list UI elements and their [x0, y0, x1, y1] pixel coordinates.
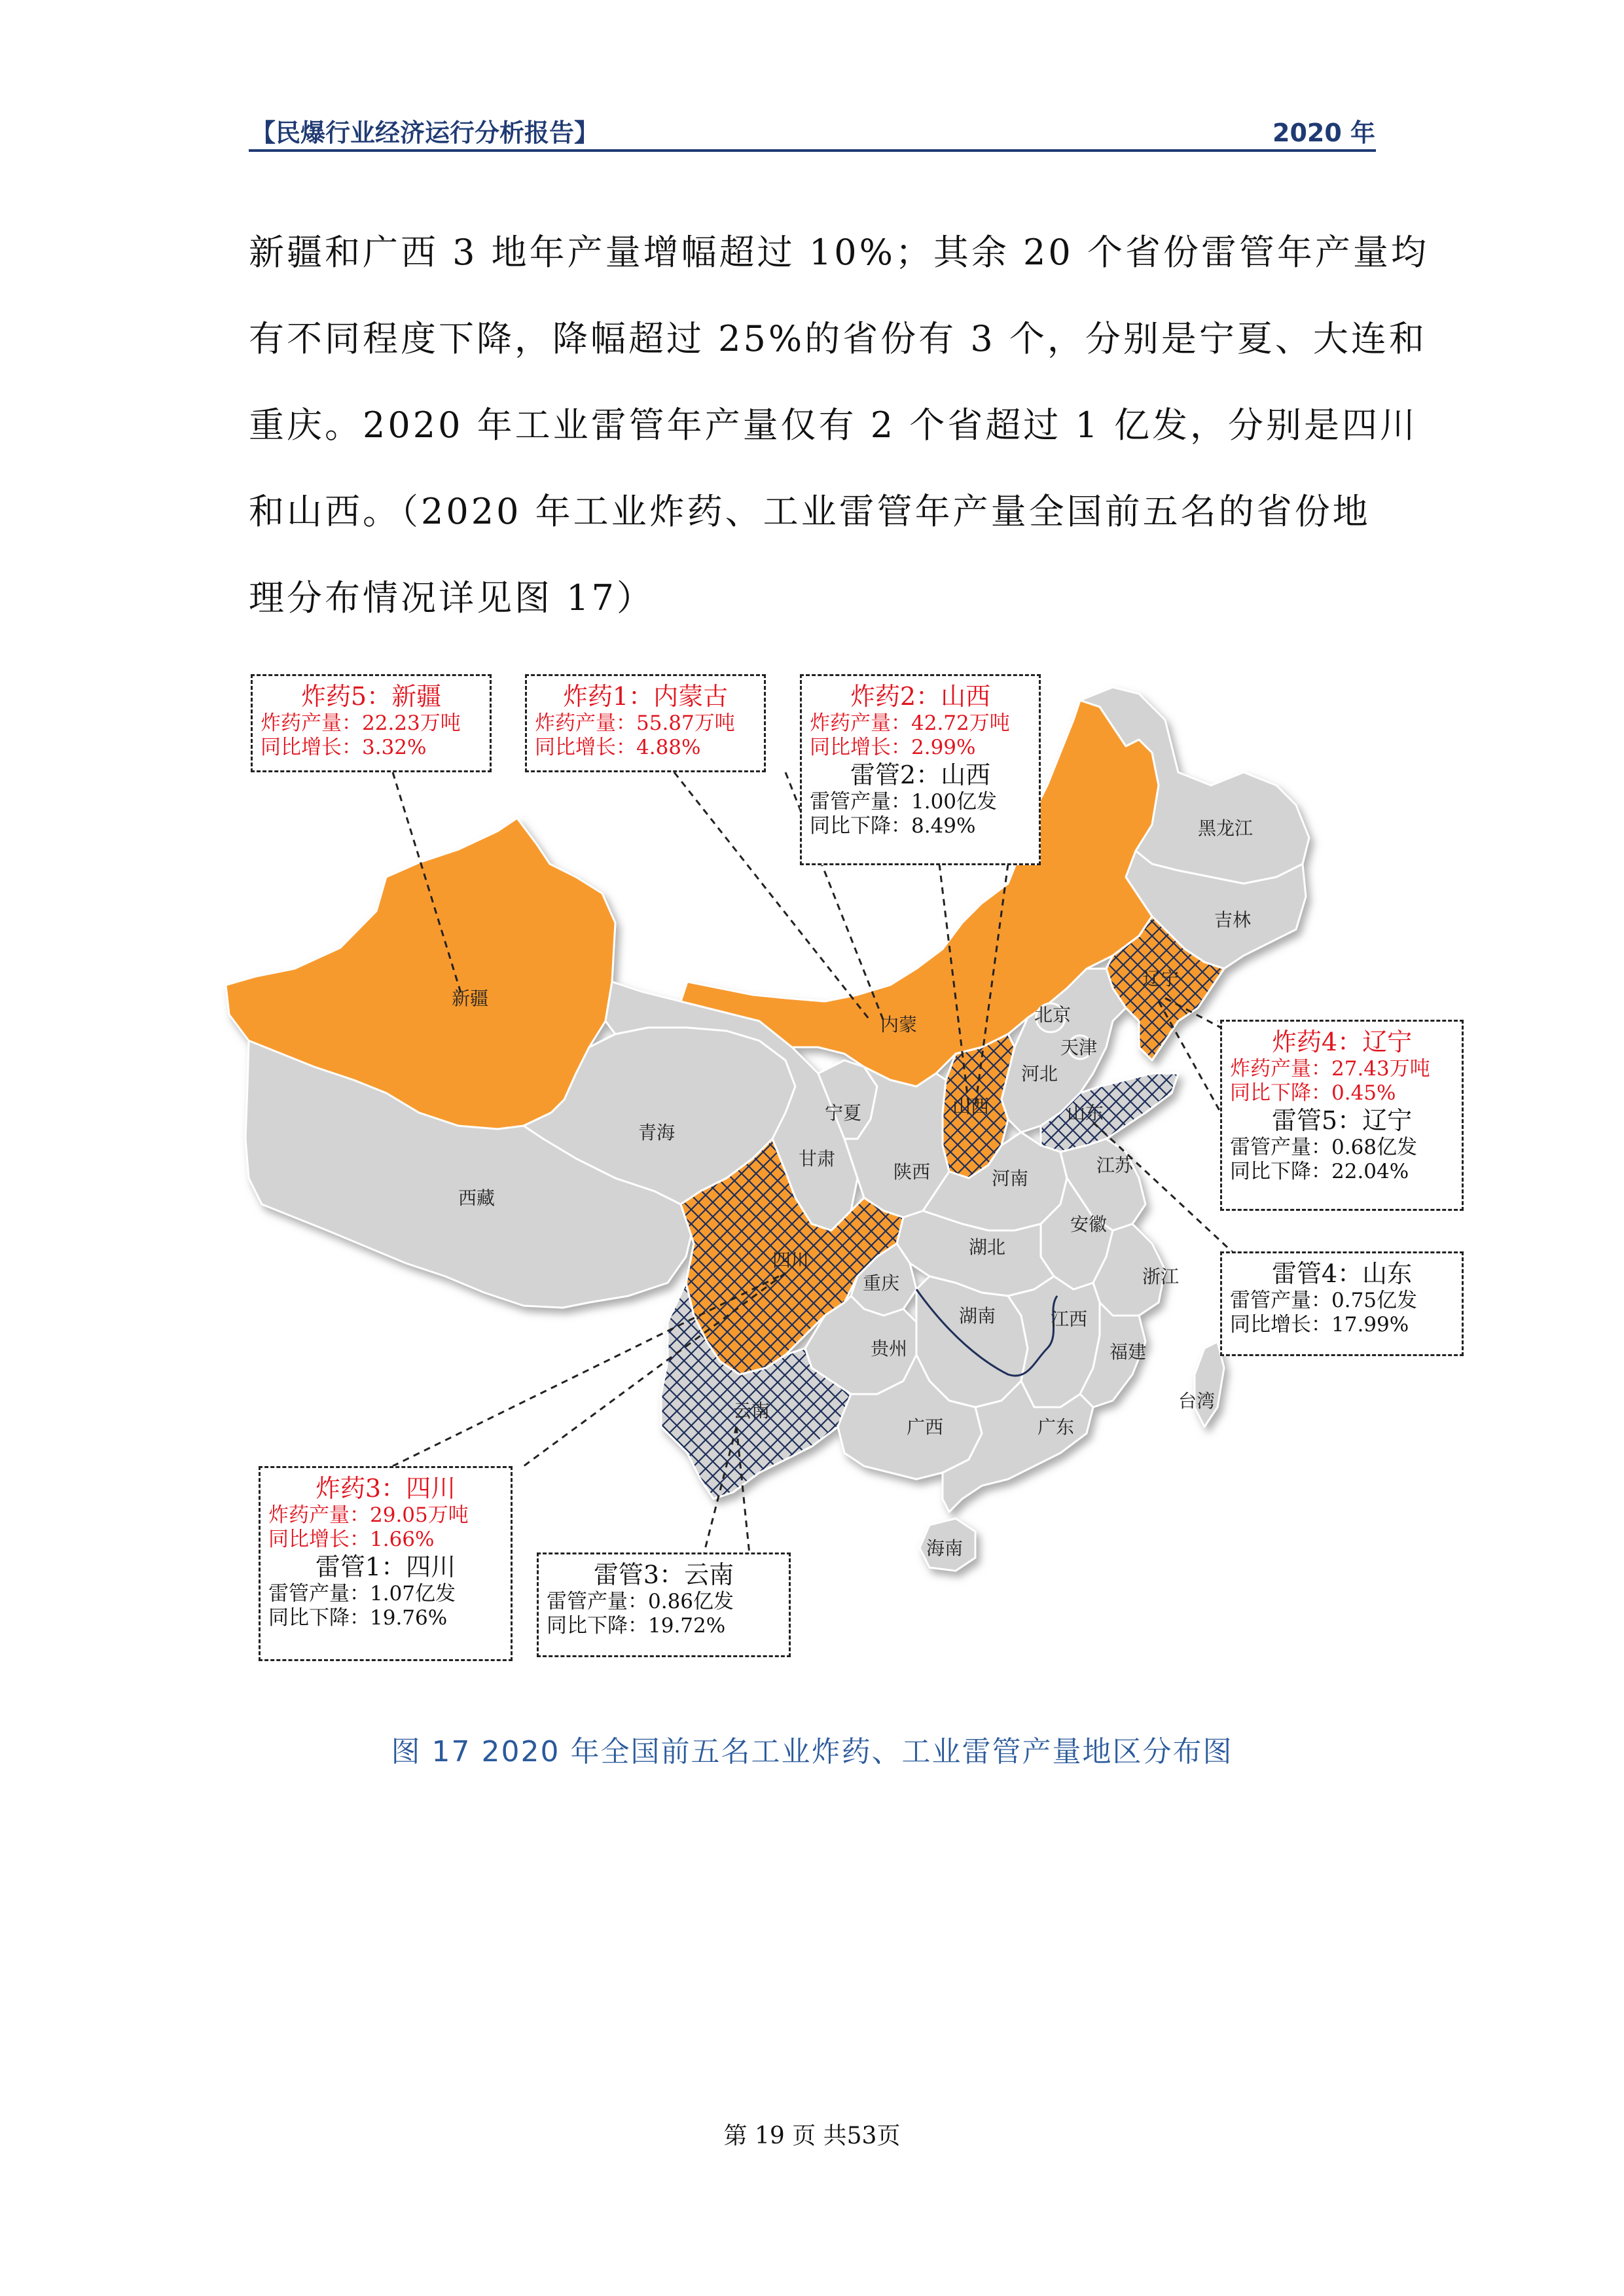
- callout-title: 炸药2：山西: [850, 682, 991, 711]
- callout-detonator-change: 同比下降：22.04%: [1230, 1160, 1409, 1183]
- label-xinjiang: 新疆: [452, 988, 489, 1009]
- callout-output: 炸药产量：55.87万吨: [535, 711, 735, 735]
- figure-caption: 图 17 2020 年全国前五名工业炸药、工业雷管产量地区分布图: [391, 1735, 1233, 1768]
- label-gansu: 甘肃: [799, 1148, 836, 1170]
- label-qinghai: 青海: [638, 1122, 676, 1143]
- callout-change: 同比下降：0.45%: [1230, 1081, 1396, 1105]
- label-hainan: 海南: [926, 1537, 964, 1559]
- label-taiwan: 台湾: [1178, 1390, 1216, 1412]
- callout-output: 炸药产量：42.72万吨: [810, 711, 1010, 735]
- callout-detonator-output: 雷管产量：0.75亿发: [1230, 1289, 1418, 1312]
- label-guizhou: 贵州: [871, 1338, 908, 1359]
- label-jiangxi: 江西: [1051, 1308, 1088, 1330]
- label-neimenggu: 内蒙: [880, 1014, 918, 1035]
- paragraph-line: 有不同程度下降，降幅超过 25%的省份有 3 个，分别是宁夏、大连和: [249, 318, 1427, 359]
- label-liaoning: 辽宁: [1142, 968, 1180, 990]
- callout-change: 同比增长：2.99%: [810, 736, 976, 759]
- callout-detonator-change: 同比增长：17.99%: [1230, 1313, 1409, 1336]
- callout-title: 炸药4：辽宁: [1271, 1028, 1413, 1056]
- label-jilin: 吉林: [1214, 909, 1252, 931]
- callout-title: 炸药3：四川: [315, 1474, 456, 1503]
- label-shaanxi: 陕西: [893, 1161, 931, 1183]
- callout-xinjiang: [251, 674, 492, 772]
- label-jiangsu: 江苏: [1096, 1155, 1134, 1176]
- callout-yunnan: [537, 1552, 791, 1657]
- callout-liaoning: [1220, 1020, 1464, 1211]
- report-header-year: 2020 年: [1272, 118, 1375, 147]
- label-hunan: 湖南: [959, 1305, 996, 1327]
- callout-detonator-change: 同比下降：8.49%: [810, 814, 976, 838]
- callout-detonator-title: 雷管1：四川: [315, 1552, 456, 1581]
- label-henan: 河南: [992, 1168, 1029, 1189]
- paragraph-line: 和山西。（2020 年工业炸药、工业雷管年产量全国前五名的省份地: [249, 491, 1371, 532]
- callout-output: 炸药产量：29.05万吨: [268, 1503, 469, 1527]
- callout-change: 同比增长：4.88%: [535, 736, 701, 759]
- label-tianjin: 天津: [1060, 1037, 1098, 1058]
- label-ningxia: 宁夏: [825, 1102, 862, 1124]
- callout-title: 炸药5：新疆: [300, 682, 442, 711]
- paragraph-line: 理分布情况详见图 17）: [249, 577, 655, 619]
- callout-change: 同比增长：3.32%: [261, 736, 427, 759]
- callout-detonator-title: 雷管5：辽宁: [1271, 1106, 1413, 1135]
- label-guangdong: 广东: [1038, 1416, 1075, 1438]
- callout-output: 炸药产量：27.43万吨: [1230, 1057, 1430, 1081]
- callout-detonator-output: 雷管产量：1.00亿发: [810, 790, 998, 814]
- callout-detonator-title: 雷管2：山西: [850, 761, 991, 789]
- label-hubei: 湖北: [969, 1236, 1006, 1258]
- label-guangxi: 广西: [907, 1416, 944, 1438]
- callout-detonator-output: 雷管产量：0.68亿发: [1230, 1136, 1418, 1159]
- report-header-title: 【民爆行业经济运行分析报告】: [251, 118, 600, 147]
- callout-output: 炸药产量：22.23万吨: [261, 711, 461, 735]
- paragraph-line: 新疆和广西 3 地年产量增幅超过 10%；其余 20 个省份雷管年产量均: [249, 232, 1429, 273]
- label-sichuan: 四川: [772, 1249, 810, 1271]
- callout-sichuan: [259, 1466, 513, 1661]
- label-xizang: 西藏: [458, 1187, 496, 1209]
- callout-detonator-title: 雷管3：云南: [593, 1560, 734, 1589]
- label-shandong: 山东: [1067, 1102, 1104, 1124]
- callout-detonator-change: 同比下降：19.76%: [268, 1606, 448, 1630]
- label-yunnan: 云南: [733, 1400, 770, 1422]
- label-chongqing: 重庆: [863, 1272, 900, 1294]
- label-shanxi: 山西: [952, 1096, 990, 1117]
- callout-detonator-change: 同比下降：19.72%: [547, 1614, 726, 1638]
- label-fujian: 福建: [1110, 1341, 1147, 1363]
- label-heilongjiang: 黑龙江: [1198, 817, 1254, 839]
- label-hebei: 河北: [1021, 1063, 1058, 1085]
- paragraph-line: 重庆。2020 年工业雷管年产量仅有 2 个省超过 1 亿发，分别是四川: [249, 404, 1418, 446]
- callout-change: 同比增长：1.66%: [268, 1528, 435, 1551]
- callout-detonator-output: 雷管产量：1.07亿发: [268, 1582, 456, 1605]
- label-beijing: 北京: [1034, 1004, 1072, 1026]
- label-zhejiang: 浙江: [1142, 1266, 1180, 1287]
- callout-shandong: [1220, 1251, 1464, 1356]
- callout-title: 炸药1：内蒙古: [562, 682, 729, 711]
- callout-shanxi: [800, 674, 1041, 865]
- callout-detonator-output: 雷管产量：0.86亿发: [547, 1590, 734, 1613]
- callout-detonator-title: 雷管4：山东: [1271, 1259, 1413, 1288]
- label-anhui: 安徽: [1070, 1213, 1108, 1235]
- callout-neimenggu: [525, 674, 766, 772]
- page-number: 第 19 页 共53页: [723, 2123, 901, 2149]
